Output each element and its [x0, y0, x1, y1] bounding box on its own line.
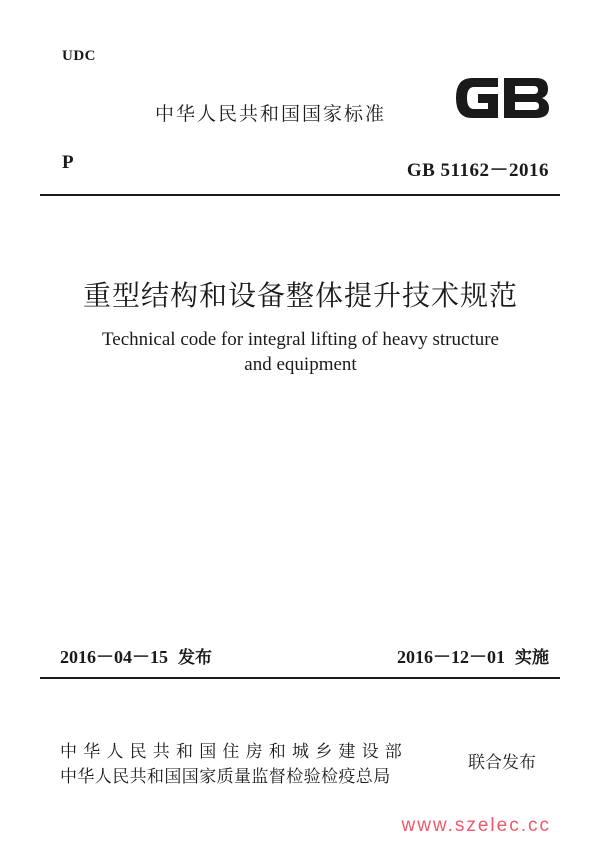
watermark: www.szelec.cc [401, 815, 551, 836]
implement-label: 实施 [515, 648, 549, 668]
issue-date: 2016－04－15 [60, 647, 168, 667]
standard-number: GB 51162－2016 [406, 160, 549, 181]
header-divider [40, 194, 560, 196]
title-chinese: 重型结构和设备整体提升技术规范 [82, 279, 518, 312]
issuer-aqsiq: 中华人民共和国国家质量监督检验检疫总局 [60, 767, 391, 787]
issue-date-block [60, 643, 212, 669]
footer-divider [40, 677, 560, 679]
issuer-ministry: 中华人民共和国住房和城乡建设部 [60, 742, 408, 762]
title-english-line2: and equipment [244, 354, 357, 375]
title-english-line1: Technical code for integral lifting of heavy structure [102, 329, 499, 350]
udc-label: UDC [62, 48, 96, 64]
implement-date-block [397, 643, 549, 669]
issue-label: 发布 [178, 648, 212, 668]
gb-logo-icon [450, 68, 554, 128]
implement-date: 2016－12－01 [397, 647, 505, 667]
category-code: P [62, 152, 74, 173]
joint-issue-label: 联合发布 [468, 753, 536, 773]
standard-body: 中华人民共和国国家标准 [155, 103, 387, 125]
title-english [60, 327, 541, 377]
